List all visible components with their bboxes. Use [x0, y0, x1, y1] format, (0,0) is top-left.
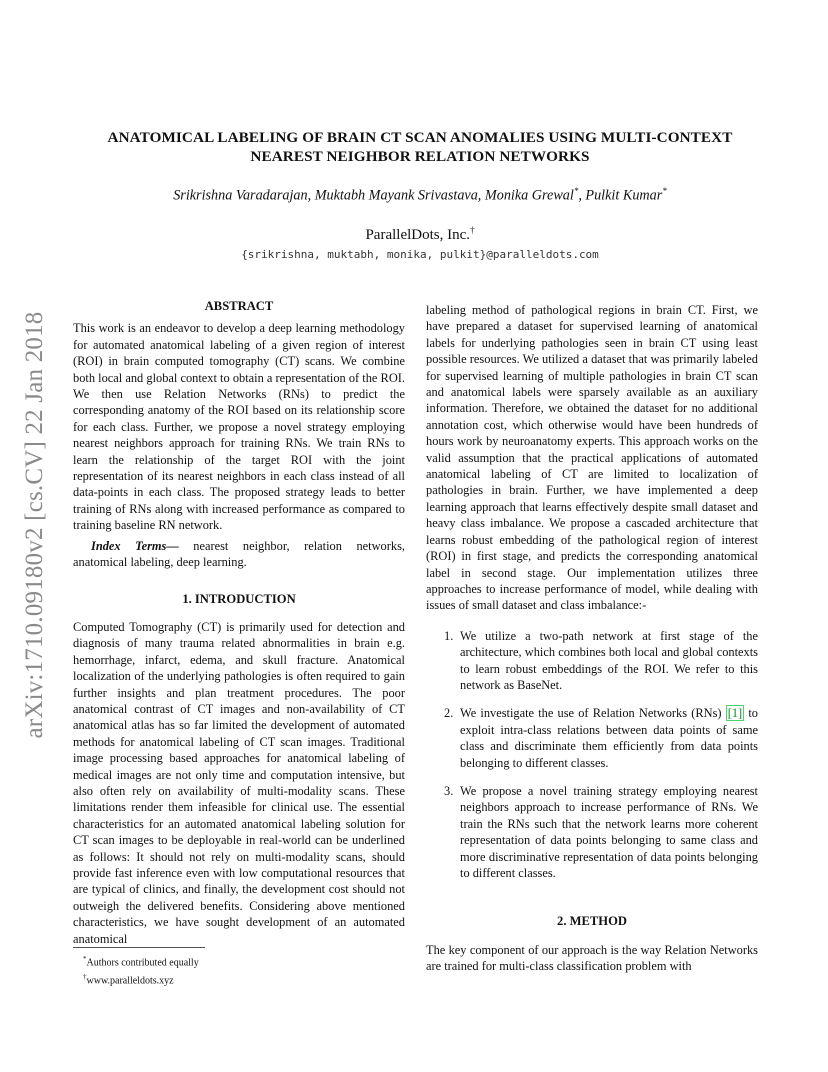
list-item [426, 783, 758, 881]
abstract-heading: ABSTRACT [204, 299, 274, 313]
footnote-mark: † [83, 973, 87, 982]
authors-last: , Pulkit Kumar [578, 187, 663, 204]
list-item-text: to exploit intra-class relations between data points of same class and discriminate them efficiently from data points belonging to different classes. [460, 706, 758, 770]
authors-names: Srikrishna Varadarajan, Muktabh Mayank Srivastava, Monika Grewal [173, 187, 574, 204]
right-column [426, 302, 758, 975]
list-item [426, 705, 758, 771]
author-mark-1: * [573, 186, 579, 196]
author-mark-2: * [662, 186, 667, 196]
arxiv-identifier: arXiv:1710.09180v2 [cs.CV] 22 Jan 2018 [21, 311, 48, 739]
affiliation-mark: † [470, 225, 475, 235]
index-terms-text: nearest neighbor, relation networks, anatomical labeling, deep learning. [73, 538, 405, 570]
list-item [426, 628, 758, 694]
footnotes [83, 952, 199, 989]
title-line-2: NEAREST NEIGHBOR RELATION NETWORKS [250, 148, 590, 165]
footnote-text: Authors contributed equally [86, 957, 199, 969]
footnote-mark: * [83, 955, 87, 963]
introduction-paragraph-1: Computed Tomography (CT) is primarily used for detection and diagnosis of many trauma related abnormalities in brain e.g. hemorrhage, infarct, edema, and skull fracture. Anatomical localization of the underlying pathologies is often required to gain further insights and plan treatment procedures. The poor anatomical contrast of CT images and non-availability of CT anatomical atlas has so far limited the development of automated methods for anatomical labeling of CT scan images. Traditional image processing based approaches for anatomical labeling of medical images are not only time and computation intensive, but also often rely on availability of multi-modality scans. These limitations render them infeasible for clinical use. The essential characteristics for an automated anatomical labeling solution for CT scan images to be deployable in real-world can be underlined as follows: It should not rely on multi-modality scans, should provide fast inference even with low computational resources that are typical of clinics, and finally, the development cost should not outweigh the delivered benefits. Considering above mentioned characteristics, we have sought development of an automated anatomical [73, 619, 405, 946]
arxiv-sidebar [10, 290, 60, 760]
title-line-1: ANATOMICAL LABELING OF BRAIN CT SCAN ANOMALIES USING MULTI-CONTEXT [107, 129, 733, 146]
footnote-divider [73, 947, 205, 948]
list-number: 3. [444, 783, 454, 798]
footnote-text: www.paralleldots.xyz [86, 975, 174, 987]
list-number: 2. [444, 706, 454, 721]
introduction-heading: 1. INTRODUCTION [182, 591, 296, 606]
paper-title [70, 128, 770, 166]
list-item-text: We utilize a two-path network at first stage of the architecture, which combines both local and global contexts to learn robust embeddings of the ROI. We refer to this network as BaseNet. [460, 628, 758, 692]
introduction-paragraph-2: labeling method of pathological regions in brain CT. First, we have prepared a dataset for supervised learning of anatomical labels for underlying pathologies seen in brain CT using least possible resources. We utilized a dataset that was primarily labeled for supervised learning of multiple pathologies in brain CT scan and anatomical labels were sparsely available as an auxiliary information. Therefore, we obtained the dataset for no additional annotation cost, which otherwise would have been hundreds of hours work by neuroanatomy experts. This approach works on the valid assumption that the practical applications of automated anatomical labeling of CT are limited to localization of pathologies in brain. Further, we have implemented a deep learning approach that learns effectively despite small dataset and heavy class imbalance. We propose a cascaded architecture that learns robust embedding of the pathological region of interest (ROI) in first stage, and predicts the corresponding anatomical label in second stage. Our implementation utilizes three approaches to increase performance of model, while dealing with issues of small dataset and class imbalance:- [426, 303, 758, 613]
citation-link[interactable]: [1] [727, 706, 743, 721]
author-list [70, 186, 770, 205]
abstract-body: This work is an endeavor to develop a deep learning methodology for automated anatomical labeling of a given region of interest (ROI) in brain computed tomography (CT) scans. We combine both local and global context to obtain a representation of the ROI. We then use Relation Networks (RNs) to predict the corresponding anatomy of the ROI based on its relationship score for each class. Further, we propose a novel strategy employing nearest neighbors approach for training RNs. We train RNs to learn the relationship of the target ROI with the joint representation of its nearest neighbors in each class instead of all data-points in each class. The proposed strategy leads to better training of RNs along with increased performance as compared to training baseline RN network. [73, 321, 405, 533]
list-number: 1. [444, 628, 454, 643]
method-heading: 2. METHOD [557, 914, 627, 929]
footnote-2 [83, 970, 199, 988]
footnote-1 [83, 952, 199, 970]
list-item-text: We investigate the use of Relation Networks (RNs) [460, 706, 726, 721]
author-emails: {srikrishna, muktabh, monika, pulkit}@paralleldots.com [241, 248, 599, 261]
contributions-list [426, 628, 758, 882]
index-terms [73, 538, 405, 571]
affiliation-name: ParallelDots, Inc. [365, 227, 471, 243]
list-item-text: We propose a novel training strategy employing nearest neighbors approach to increase performance of RNs. We train the RNs such that the network learns more coherent representation of data points belonging to same class and more discriminative representation of data points belonging to different classes. [460, 783, 758, 880]
index-terms-label: Index Terms— [91, 538, 179, 553]
method-paragraph: The key component of our approach is the way Relation Networks are trained for multi-class classification problem with [426, 942, 758, 974]
affiliation [70, 225, 770, 244]
left-column [73, 298, 405, 947]
